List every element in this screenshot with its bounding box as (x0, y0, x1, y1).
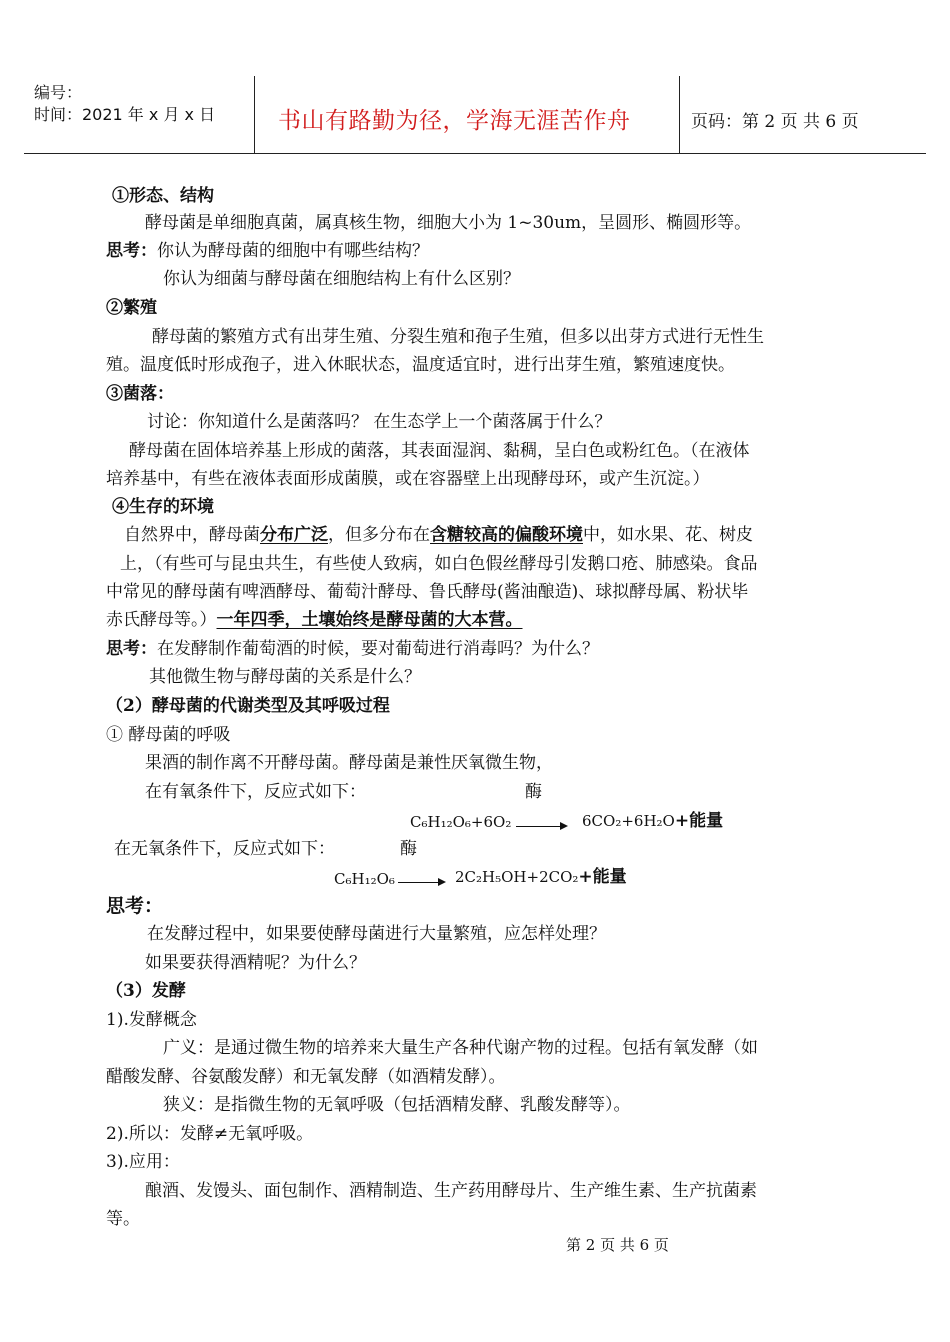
think-heading: 思考： (106, 895, 164, 917)
products-text: 6CO₂+6H₂O (582, 812, 675, 830)
paragraph: 殖。温度低时形成孢子，进入休眠状态，温度适宜时，进行出芽生殖，繁殖速度快。 (106, 355, 735, 375)
paragraph: 在有氧条件下，反应式如下： (145, 782, 366, 802)
emphasis-text: 含糖较高的偏酸环境 (430, 525, 583, 545)
text-run: 自然界中，酵母菌 (124, 525, 260, 545)
discussion-line: 讨论：你知道什么是菌落吗？ 在生态学上一个菌落属于什么？ (147, 412, 612, 432)
subsection-title: ① 酵母菌的呼吸 (106, 725, 231, 745)
think-question: 在发酵过程中，如果要使酵母菌进行大量繁殖，应怎样处理？ (147, 924, 606, 944)
think-question: 你认为细菌与酵母菌在细胞结构上有什么区别？ (163, 269, 520, 289)
text-run: 中，如水果、花、树皮 (583, 525, 753, 545)
paragraph: 培养基中，有些在液体表面形成菌膜，或在容器壁上出现酵母环，或产生沉淀。） (106, 469, 710, 489)
section-title-fermentation: （3）发酵 (106, 981, 186, 1001)
header-divider (254, 76, 255, 154)
equation-products (582, 811, 723, 831)
subsection-title: 2).所以：发酵≠无氧呼吸。 (106, 1124, 314, 1144)
text-run: 赤氏酵母等。） (106, 610, 217, 630)
emphasis-text: 一年四季，土壤始终是酵母菌的大本营。 (216, 610, 523, 630)
section-title-colony: ③菌落： (106, 384, 174, 404)
header-page-number: 页码：第 2 页 共 6 页 (691, 112, 859, 132)
think-label: 思考： (106, 241, 157, 261)
paragraph: 广义：是通过微生物的培养来大量生产各种代谢产物的过程。包括有氧发酵（如 (163, 1038, 758, 1058)
think-question: 在发酵制作葡萄酒的时候，要对葡萄进行消毒吗？为什么？ (157, 639, 599, 659)
emphasis-text: 分布广泛 (260, 525, 328, 545)
enzyme-label: 酶 (400, 839, 417, 859)
paragraph: 酵母菌是单细胞真菌，属真核生物，细胞大小为 1~30um，呈圆形、椭圆形等。 (145, 213, 752, 233)
paragraph (106, 610, 523, 630)
subsection-title: 3).应用： (106, 1152, 180, 1172)
paragraph: 在无氧条件下，反应式如下： (114, 839, 335, 859)
paragraph: 果酒的制作离不开酵母菌。酵母菌是兼性厌氧微生物， (145, 753, 553, 773)
products-text: 2C₂H₅OH+2CO₂ (455, 868, 579, 886)
paragraph: 酵母菌在固体培养基上形成的菌落，其表面湿润、黏稠，呈白色或粉红色。（在液体 (129, 441, 750, 461)
section-title-reproduction: ②繁殖 (106, 298, 157, 318)
think-label: 思考： (106, 639, 157, 659)
equation-reactants: C₆H₁₂O₆+6O₂ (410, 813, 512, 831)
header-rule (24, 153, 926, 154)
energy-text: +能量 (578, 867, 627, 887)
reaction-arrow (398, 882, 444, 883)
think-question: 其他微生物与酵母菌的关系是什么？ (149, 667, 421, 687)
paragraph (124, 525, 753, 545)
time-label: 时间：2021 年 x 月 x 日 (34, 105, 216, 124)
paragraph: 酵母菌的繁殖方式有出芽生殖、分裂生殖和孢子生殖，但多以出芽方式进行无性生 (152, 327, 764, 347)
text-run: ，但多分布在 (328, 525, 430, 545)
think-question: 你认为酵母菌的细胞中有哪些结构？ (157, 241, 429, 261)
section-title-metabolism: （2）酵母菌的代谢类型及其呼吸过程 (106, 696, 390, 716)
energy-text: +能量 (674, 811, 724, 831)
section-title-habitat: ④生存的环境 (112, 497, 214, 517)
serial-label: 编号： (34, 83, 83, 102)
paragraph: 醋酸发酵、谷氨酸发酵）和无氧发酵（如酒精发酵）。 (106, 1067, 506, 1087)
equation-products (455, 867, 627, 887)
think-line (106, 639, 599, 659)
header-motto: 书山有路勤为径，学海无涯苦作舟 (278, 108, 631, 134)
paragraph: 狭义：是指微生物的无氧呼吸（包括酒精发酵、乳酸发酵等）。 (163, 1095, 631, 1115)
think-line (106, 241, 429, 261)
section-title-morphology: ①形态、结构 (112, 186, 214, 206)
header-divider (679, 76, 680, 154)
subsection-title: 1).发酵概念 (106, 1010, 197, 1030)
paragraph: 中常见的酵母菌有啤酒酵母、葡萄汁酵母、鲁氏酵母(酱油酿造)、球拟酵母属、粉状毕 (106, 582, 749, 602)
page-header (24, 76, 926, 154)
equation-reactants: C₆H₁₂O₆ (334, 870, 395, 888)
enzyme-label: 酶 (525, 782, 542, 802)
paragraph: 上，（有些可与昆虫共生，有些使人致病，如白色假丝酵母引发鹅口疮、肺感染。食品 (120, 554, 758, 574)
paragraph: 酿酒、发馒头、面包制作、酒精制造、生产药用酵母片、生产维生素、生产抗菌素 (145, 1181, 757, 1201)
think-question: 如果要获得酒精呢？为什么？ (145, 953, 366, 973)
reaction-arrow (516, 826, 566, 827)
paragraph: 等。 (106, 1209, 140, 1229)
footer-page-number: 第 2 页 共 6 页 (566, 1236, 669, 1254)
